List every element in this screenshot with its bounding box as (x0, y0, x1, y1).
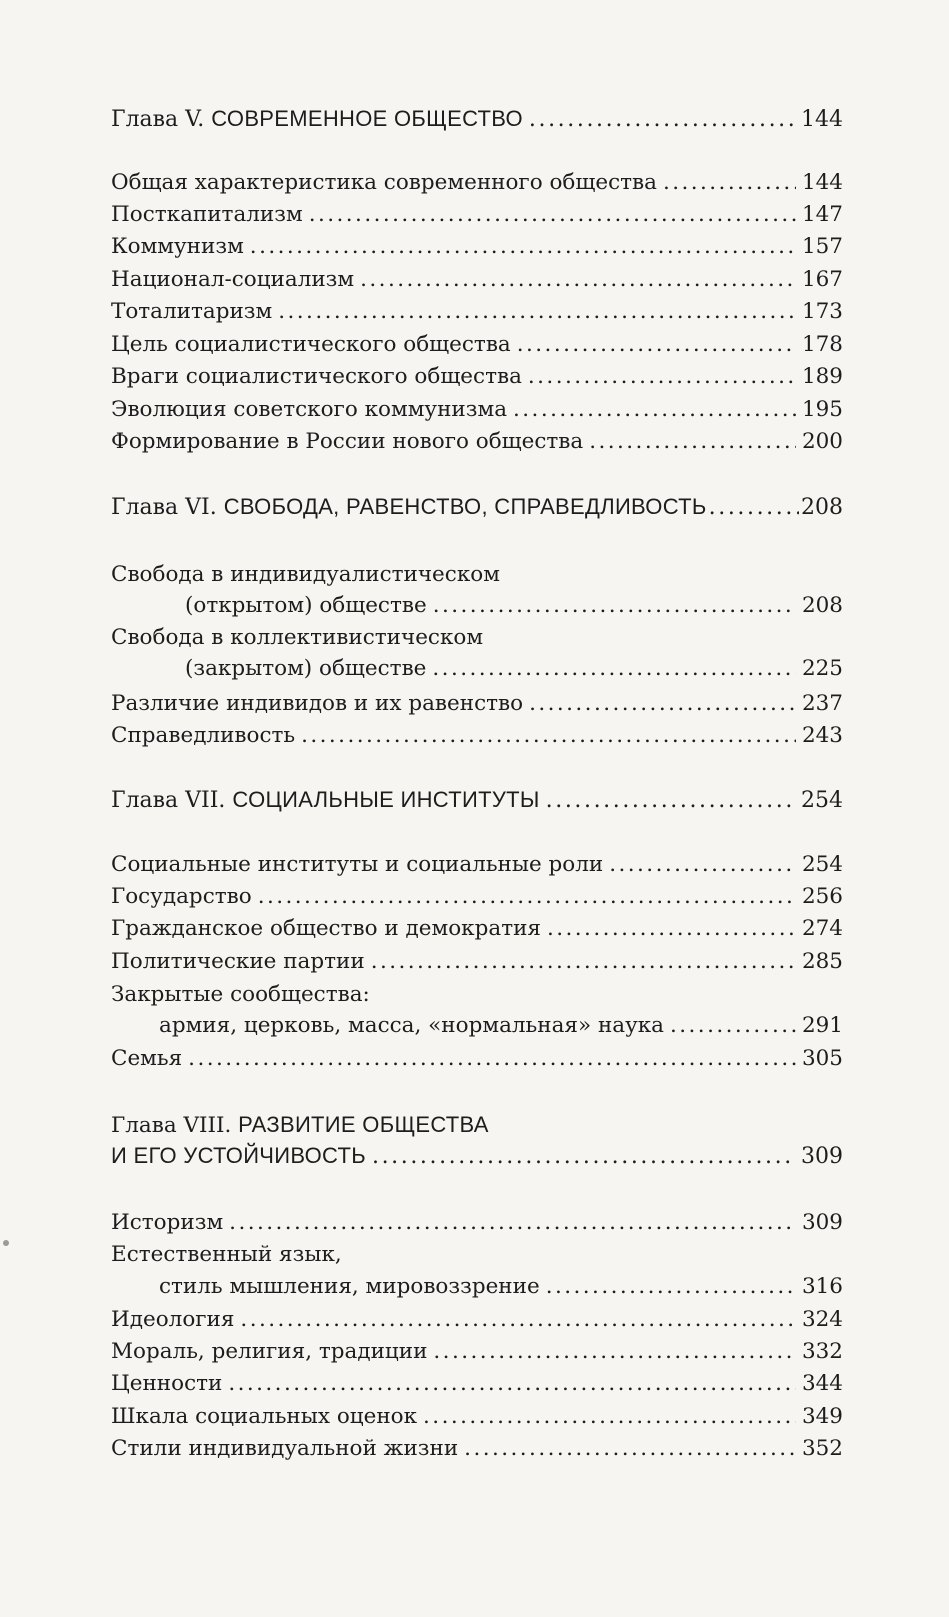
chapter-title: РАЗВИТИЕ ОБЩЕСТВА (238, 1112, 489, 1137)
chapter-8-heading (111, 1141, 843, 1172)
dot-leader (709, 493, 799, 523)
toc-entry (111, 689, 843, 719)
entry-label: Гражданское общество и демократия (111, 916, 541, 941)
toc-entry (111, 297, 843, 327)
page-number: 332 (801, 1339, 843, 1364)
dot-leader (433, 591, 796, 621)
toc-entry (111, 1208, 843, 1238)
dot-leader (309, 200, 796, 230)
dot-leader (513, 395, 796, 425)
page-number: 225 (801, 656, 843, 681)
page-number: 157 (801, 234, 843, 259)
entry-label: Национал-социализм (111, 267, 355, 292)
dot-leader (433, 1337, 796, 1367)
page-number: 144 (801, 107, 843, 132)
chapter-8-heading-line1 (111, 1110, 489, 1141)
dot-leader (589, 427, 796, 457)
toc-entry (111, 947, 843, 977)
entry-label: Общая характеристика современного общества (111, 170, 657, 195)
entry-label: Политические партии (111, 949, 365, 974)
chapter-prefix: Глава V. (111, 107, 205, 132)
toc-entry (111, 330, 843, 360)
page-number: 254 (801, 852, 843, 877)
entry-label-line1: Свобода в индивидуалистическом (111, 562, 500, 587)
entry-label: Социальные институты и социальные роли (111, 852, 604, 877)
page-number: 243 (801, 723, 843, 748)
page-number: 309 (801, 1210, 843, 1235)
page-number: 349 (801, 1404, 843, 1429)
entry-label-line1: Свобода в коллективистическом (111, 625, 484, 650)
entry-label: (закрытом) обществе (185, 656, 427, 681)
page-number: 147 (801, 202, 843, 227)
toc-entry (111, 1337, 843, 1367)
dot-leader (663, 168, 796, 198)
page-number: 144 (801, 170, 843, 195)
page-number: 178 (801, 332, 843, 357)
toc-entry (111, 1402, 843, 1432)
dot-leader (528, 362, 796, 392)
toc-entry (111, 168, 843, 198)
dot-leader (432, 654, 796, 684)
page-number: 324 (801, 1307, 843, 1332)
page-number: 200 (801, 429, 843, 454)
page-number: 167 (801, 267, 843, 292)
dot-leader (529, 689, 796, 719)
page-number: 291 (801, 1013, 843, 1038)
entry-label: Тоталитаризм (111, 299, 273, 324)
toc-entry (159, 1011, 843, 1041)
toc-entry (185, 591, 843, 621)
dot-leader (371, 947, 796, 977)
toc-entry (111, 1305, 843, 1335)
entry-label: Мораль, религия, традиции (111, 1339, 428, 1364)
entry-label: Эволюция советского коммунизма (111, 397, 508, 422)
toc-entry (111, 362, 843, 392)
toc-entry (111, 395, 843, 425)
dot-leader (547, 914, 796, 944)
dot-leader (229, 1208, 796, 1238)
entry-label: армия, церковь, масса, «нормальная» наука (159, 1013, 664, 1038)
chapter-title: СОВРЕМЕННОЕ ОБЩЕСТВО (211, 106, 523, 131)
entry-label: Посткапитализм (111, 202, 303, 227)
toc-entry (111, 1044, 843, 1074)
page-number: 285 (801, 949, 843, 974)
page-number: 195 (801, 397, 843, 422)
toc-entry (111, 232, 843, 262)
chapter-prefix: Глава VI. (111, 495, 217, 520)
dot-leader (188, 1044, 796, 1074)
dot-leader (360, 265, 796, 295)
dot-leader (372, 1142, 795, 1172)
dot-leader (529, 105, 795, 135)
chapter-title-line2: И ЕГО УСТОЙЧИВОСТЬ (111, 1143, 366, 1168)
page-number: 352 (801, 1436, 843, 1461)
dot-leader (423, 1402, 796, 1432)
toc-entry (111, 1369, 843, 1399)
entry-label: Враги социалистического общества (111, 364, 522, 389)
toc-entry (111, 882, 843, 912)
chapter-title: СВОБОДА, РАВЕНСТВО, СПРАВЕДЛИВОСТЬ (223, 494, 707, 519)
chapter-6-heading (111, 492, 843, 523)
chapter-5-heading (111, 104, 843, 135)
dot-leader (301, 721, 796, 751)
toc-entry (185, 654, 843, 684)
page-number: 309 (801, 1144, 843, 1169)
page-number: 208 (801, 495, 843, 520)
chapter-prefix: Глава VII. (111, 788, 226, 813)
page-number: 173 (801, 299, 843, 324)
toc-entry (111, 1434, 843, 1464)
chapter-title: СОЦИАЛЬНЫЕ ИНСТИТУТЫ (232, 787, 540, 812)
page-number: 254 (801, 788, 843, 813)
dot-leader (228, 1369, 796, 1399)
page-number: 344 (801, 1371, 843, 1396)
entry-label: Семья (111, 1046, 183, 1071)
page-number: 316 (801, 1274, 843, 1299)
entry-label: (открытом) обществе (185, 593, 427, 618)
paper-speck (3, 1240, 9, 1246)
toc-entry (111, 721, 843, 751)
entry-label: Формирование в России нового общества (111, 429, 584, 454)
entry-label: Государство (111, 884, 252, 909)
page-number: 256 (801, 884, 843, 909)
dot-leader (609, 850, 796, 880)
dot-leader (670, 1011, 796, 1041)
dot-leader (278, 297, 796, 327)
dot-leader (240, 1305, 796, 1335)
entry-label: Коммунизм (111, 234, 244, 259)
toc-entry (111, 200, 843, 230)
entry-label: стиль мышления, мировоззрение (159, 1274, 540, 1299)
entry-label: Справедливость (111, 723, 296, 748)
entry-label: Историзм (111, 1210, 224, 1235)
entry-label: Идеология (111, 1307, 235, 1332)
toc-entry (159, 1272, 843, 1302)
chapter-7-heading (111, 785, 843, 816)
toc-entry (111, 427, 843, 457)
dot-leader (546, 786, 795, 816)
toc-entry (111, 265, 843, 295)
page-number: 274 (801, 916, 843, 941)
page-number: 305 (801, 1046, 843, 1071)
entry-label: Различие индивидов и их равенство (111, 691, 524, 716)
page-number: 189 (801, 364, 843, 389)
dot-leader (517, 330, 796, 360)
chapter-prefix: Глава VIII. (111, 1113, 232, 1138)
entry-label: Стили индивидуальной жизни (111, 1436, 459, 1461)
toc-entry (111, 850, 843, 880)
page-number: 208 (801, 593, 843, 618)
entry-label: Ценности (111, 1371, 223, 1396)
entry-label-line1: Закрытые сообщества: (111, 982, 370, 1007)
entry-label: Шкала социальных оценок (111, 1404, 418, 1429)
dot-leader (250, 232, 796, 262)
dot-leader (546, 1272, 796, 1302)
dot-leader (258, 882, 796, 912)
entry-label: Цель социалистического общества (111, 332, 511, 357)
dot-leader (464, 1434, 796, 1464)
page-number: 237 (801, 691, 843, 716)
entry-label-line1: Естественный язык, (111, 1242, 342, 1267)
toc-entry (111, 914, 843, 944)
